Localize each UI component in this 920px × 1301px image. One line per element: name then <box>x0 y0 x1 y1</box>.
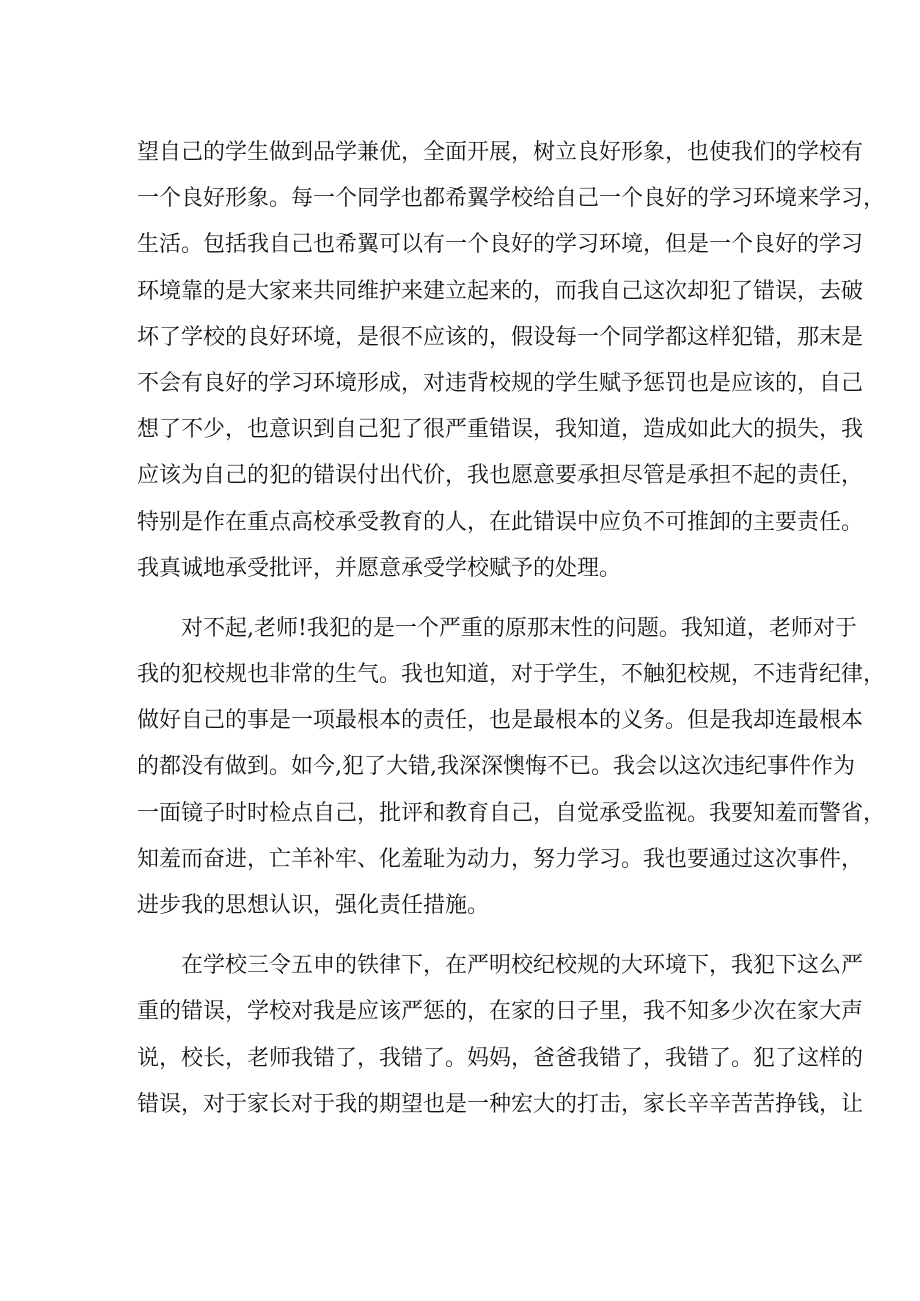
document-body <box>137 130 886 1128</box>
paragraph-line: 做好自己的事是一项最根本的责任，也是最根本的义务。但是我却连最根本 <box>137 708 864 734</box>
paragraph <box>137 606 886 929</box>
paragraph-line: 我真诚地承受批评，并愿意承受学校赋予的处理。 <box>137 555 622 581</box>
paragraph-line: 重的错误，学校对我是应该严惩的，在家的日子里，我不知多少次在家大声 <box>137 999 864 1025</box>
paragraph-line: 生活。包括我自己也希翼可以有一个良好的学习环境，但是一个良好的学习 <box>137 232 864 258</box>
paragraph-line: 想了不少，也意识到自己犯了很严重错误，我知道，造成如此大的损失，我 <box>137 417 864 443</box>
paragraph <box>137 130 886 592</box>
paragraph-line: 特别是作在重点高校承受教育的人，在此错误中应负不可推卸的主要责任。 <box>137 509 864 535</box>
paragraph-line: 应该为自己的犯的错误付出代价，我也愿意要承担尽管是承担不起的责任， <box>137 463 864 489</box>
paragraph-line: 环境靠的是大家来共同维护来建立起来的，而我自己这次却犯了错误，去破 <box>137 278 864 304</box>
paragraph-line: 不会有良好的学习环境形成，对违背校规的学生赋予惩罚也是应该的，自己 <box>137 370 864 396</box>
paragraph-line: 一面镜子时时检点自己，批评和教育自己，自觉承受监视。我要知羞而警省， <box>137 800 886 826</box>
paragraph-line: 错误，对于家长对于我的期望也是一种宏大的打击，家长辛辛苦苦挣钱，让 <box>137 1091 864 1117</box>
paragraph-line: 的都没有做到。如今,犯了大错,我深深懊悔不已。我会以这次违纪事件作为 <box>137 754 855 780</box>
paragraph-line: 坏了学校的良好环境，是很不应该的，假设每一个同学都这样犯错，那末是 <box>137 324 864 350</box>
paragraph-line: 知羞而奋进，亡羊补牢、化羞耻为动力，努力学习。我也要通过这次事件， <box>137 846 864 872</box>
paragraph-line: 说，校长，老师我错了，我错了。妈妈，爸爸我错了，我错了。犯了这样的 <box>137 1045 864 1071</box>
paragraph-line: 进步我的思想认识，强化责任措施。 <box>137 893 490 918</box>
paragraph-line: 我的犯校规也非常的生气。我也知道，对于学生，不触犯校规，不违背纪律， <box>137 662 886 688</box>
paragraph-line: 望自己的学生做到品学兼优，全面开展，树立良好形象，也使我们的学校有 <box>137 140 864 165</box>
paragraph-line: 对不起,老师!我犯的是一个严重的原那末性的问题。我知道，老师对于 <box>181 615 857 641</box>
paragraph-line: 在学校三令五申的铁律下，在严明校纪校规的大环境下，我犯下这么严 <box>181 953 864 979</box>
paragraph <box>137 943 864 1128</box>
paragraph-line: 一个良好形象。每一个同学也都希翼学校给自己一个良好的学习环境来学习， <box>137 186 886 212</box>
